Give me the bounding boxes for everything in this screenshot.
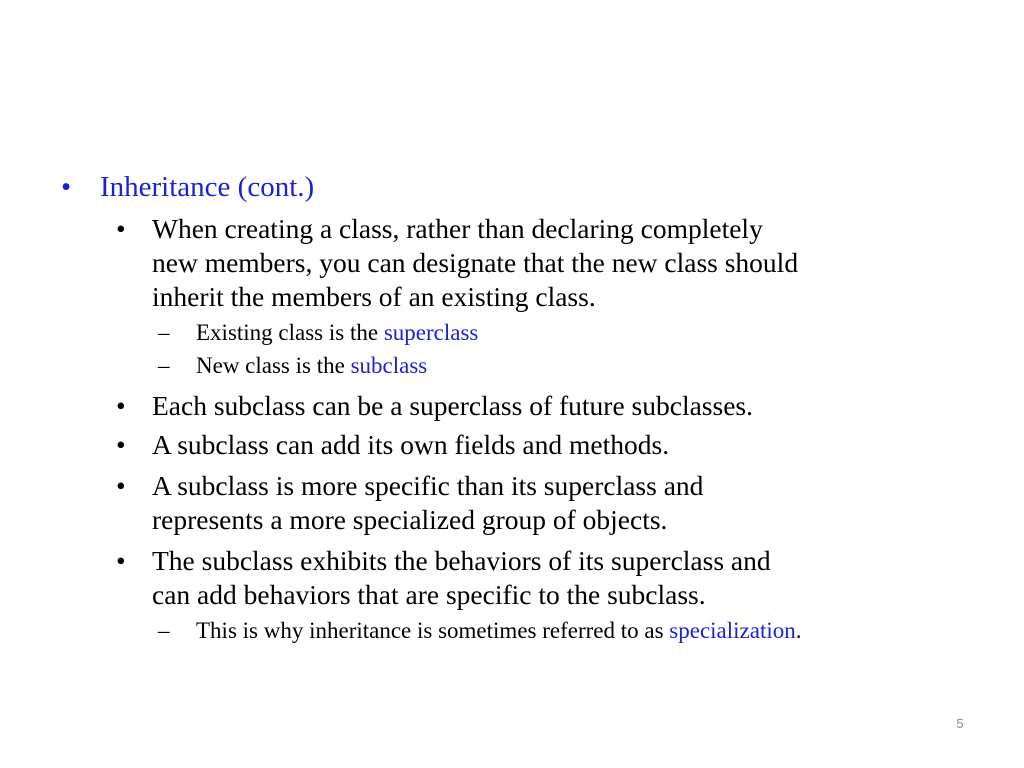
item-bullet: • bbox=[116, 213, 126, 244]
item-bullet: • bbox=[116, 429, 126, 460]
subitem-dash: – bbox=[158, 353, 170, 378]
subitem-text bbox=[196, 617, 802, 645]
item-line: Each subclass can be a superclass of future subclasses. bbox=[152, 390, 753, 421]
subitem-prefix: This is why inheritance is sometimes referred to as bbox=[196, 618, 670, 643]
item-bullet: • bbox=[116, 470, 126, 501]
subitem-term: superclass bbox=[383, 320, 479, 345]
subitem-dash: – bbox=[158, 618, 170, 643]
subitem-suffix: . bbox=[795, 618, 802, 643]
item-line: The subclass exhibits the behaviors of its superclass and bbox=[152, 545, 771, 576]
item-bullet: • bbox=[116, 390, 126, 421]
heading-text: Inheritance (cont.) bbox=[100, 171, 315, 203]
subitem-text bbox=[196, 319, 478, 347]
item-bullet: • bbox=[116, 545, 126, 576]
subitem-prefix: New class is the bbox=[196, 353, 351, 378]
subitem-term: subclass bbox=[350, 353, 428, 378]
subitem-prefix: Existing class is the bbox=[196, 320, 384, 345]
heading-bullet: • bbox=[61, 171, 72, 203]
page-number: 5 bbox=[956, 716, 964, 731]
item-line: When creating a class, rather than declaring completely bbox=[152, 213, 763, 244]
subitem-dash: – bbox=[158, 320, 170, 345]
item-line: A subclass can add its own fields and methods. bbox=[152, 429, 670, 460]
item-line: new members, you can designate that the new class should bbox=[152, 247, 799, 278]
item-line: represents a more specialized group of objects. bbox=[152, 504, 668, 535]
subitem-term: specialization bbox=[669, 618, 796, 643]
item-line: inherit the members of an existing class. bbox=[152, 281, 596, 312]
subitem-text bbox=[196, 352, 427, 380]
item-line: A subclass is more specific than its superclass and bbox=[152, 470, 704, 501]
item-line: can add behaviors that are specific to the subclass. bbox=[152, 579, 706, 610]
